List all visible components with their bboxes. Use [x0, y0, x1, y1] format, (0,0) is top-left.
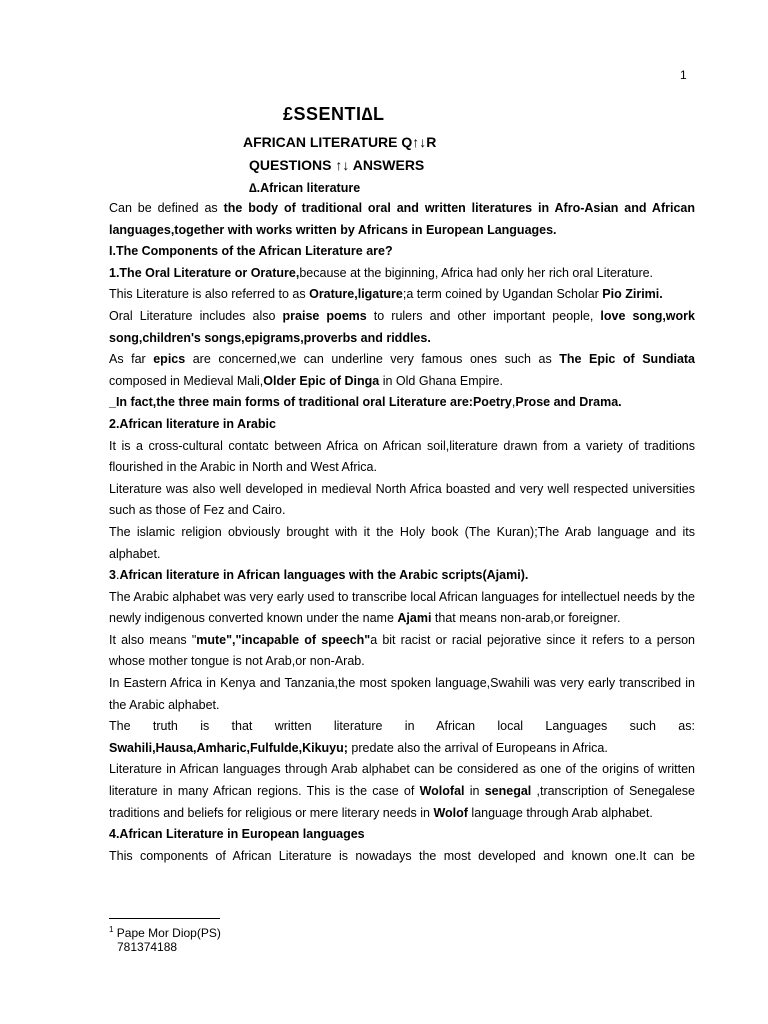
paragraph: [109, 846, 695, 868]
text-run: are concerned,we can underline very famous ones such as: [185, 352, 560, 367]
paragraph: [109, 630, 695, 673]
text-run: The truth is that written literature in African local Languages such as:: [109, 719, 695, 734]
page-number: 1: [680, 68, 687, 82]
paragraph: [109, 565, 695, 587]
bold-text-run: The Epic of Sundiata: [559, 352, 696, 367]
paragraph: [109, 198, 695, 241]
bold-text-run: I.The Components of the African Literature are?: [109, 244, 393, 259]
text-run: ;a term coined by Ugandan Scholar: [402, 287, 603, 302]
footnote-line-2: 781374188: [117, 940, 178, 954]
text-run: It also means ": [109, 632, 197, 647]
paragraph: [109, 759, 695, 824]
bold-text-run: 3: [109, 568, 116, 583]
text-run: Literature in African languages through Arab alphabet can be considered as one of the origins of written literature in many African regions. This is the case of: [109, 762, 695, 799]
bold-text-run: Wolof: [433, 805, 468, 820]
paragraph: [109, 349, 695, 392]
bold-text-run: African literature in African languages with the Arabic scripts(Ajami).: [119, 568, 529, 583]
text-run: Literature was also well developed in medieval North Africa boasted and very well respected universities such as those of Fez and Cairo.: [109, 481, 695, 518]
document-subtitle-2: QUESTIONS ↑↓ ANSWERS: [249, 157, 425, 173]
document-subtitle-1: AFRICAN LITERATURE Q↑↓R: [243, 134, 437, 150]
text-run: composed in Medieval Mali,: [109, 373, 264, 388]
paragraph: [109, 436, 695, 479]
text-run: in: [464, 784, 485, 799]
paragraph: [109, 587, 695, 630]
paragraph: [109, 306, 695, 349]
document-title: £SSENTI∆L: [283, 104, 385, 124]
paragraph: [109, 522, 695, 565]
footnote-marker: 1: [109, 925, 114, 934]
bold-text-run: 4.African Literature in European languages: [109, 827, 365, 842]
footnote-line-1: [109, 926, 221, 940]
text-run: This Literature is also referred to as: [109, 287, 310, 302]
text-run: language through Arab alphabet.: [467, 805, 653, 820]
footnote-author: Pape Mor Diop(PS): [116, 926, 221, 940]
paragraph: [109, 241, 695, 263]
paragraph: [109, 673, 695, 716]
text-run: Oral Literature includes also: [109, 308, 283, 323]
text-run: a bit racist or racial pejorative since it refers to a person whose mother tongue is not Arab,or non-Arab.: [109, 632, 695, 669]
bold-text-run: epics: [153, 352, 186, 367]
paragraph: [109, 392, 695, 414]
text-run: It is a cross-cultural contatc between Africa on African soil,literature drawn from a variety of traditions flourished in the Arabic in North and West Africa.: [109, 438, 695, 475]
bold-text-run: mute","incapable of speech": [196, 632, 371, 647]
text-run: Can be defined as: [109, 201, 224, 215]
paragraph: [109, 263, 695, 285]
bold-text-run: the body of traditional oral and written literatures in Afro-Asian and African languages,together with works written by Africans in European Languages.: [109, 201, 695, 237]
text-run: The islamic religion obviously brought with it the Holy book (The Kuran);The Arab language and its alphabet.: [109, 524, 695, 561]
paragraph: [109, 479, 695, 522]
text-run: In Eastern Africa in Kenya and Tanzania,the most spoken language,Swahili was very early transcribed in the Arabic alphabet.: [109, 676, 695, 712]
bold-text-run: 1.The Oral Literature or Orature,: [109, 265, 300, 280]
footnote: [109, 926, 221, 954]
paragraph: [109, 284, 695, 306]
bold-text-run: love song,work song,children's songs,epigrams,proverbs and riddles.: [109, 308, 695, 345]
text-run: The Arabic alphabet was very early used to transcribe local African languages for intellectuel needs by the newly indigenous converted known under the name: [109, 589, 695, 626]
text-run: that means non-arab,or foreigner.: [431, 611, 621, 626]
paragraph: [109, 716, 695, 759]
text-run: .: [115, 568, 120, 583]
text-run: As far: [109, 352, 154, 367]
bold-text-run: Older Epic of Dinga: [263, 373, 380, 388]
footnote-separator: [109, 918, 220, 919]
text-run: to rulers and other important people,: [366, 308, 601, 323]
text-run: because at the biginning, Africa had only her rich oral Literature.: [299, 265, 654, 280]
section-heading: ∆.African literature: [249, 181, 361, 195]
text-run: ,: [511, 395, 516, 410]
text-run: in Old Ghana Empire.: [379, 373, 503, 388]
text-run: predate also the arrival of Europeans in Africa.: [347, 740, 608, 755]
bold-text-run: Orature,ligature: [309, 287, 403, 302]
text-run: This components of African Literature is nowadays the most developed and known one.It can be: [109, 848, 695, 863]
bold-text-run: Swahili,Hausa,Amharic,Fulfulde,Kikuyu;: [109, 740, 348, 755]
bold-text-run: _In fact,the three main forms of traditional oral Literature are:Poetry: [109, 395, 512, 410]
bold-text-run: senegal: [484, 784, 532, 799]
text-run: ,transcription of Senegalese traditions and beliefs for religious or mere literary needs in: [109, 784, 695, 820]
paragraph: [109, 824, 695, 846]
bold-text-run: 2.African literature in Arabic: [109, 416, 276, 431]
paragraph: [109, 414, 695, 436]
bold-text-run: Ajami: [397, 611, 432, 626]
bold-text-run: Prose and Drama.: [515, 395, 622, 410]
document-body: [109, 198, 695, 867]
bold-text-run: praise poems: [282, 308, 367, 323]
bold-text-run: Pio Zirimi.: [602, 287, 663, 302]
bold-text-run: Wolofal: [419, 784, 465, 799]
